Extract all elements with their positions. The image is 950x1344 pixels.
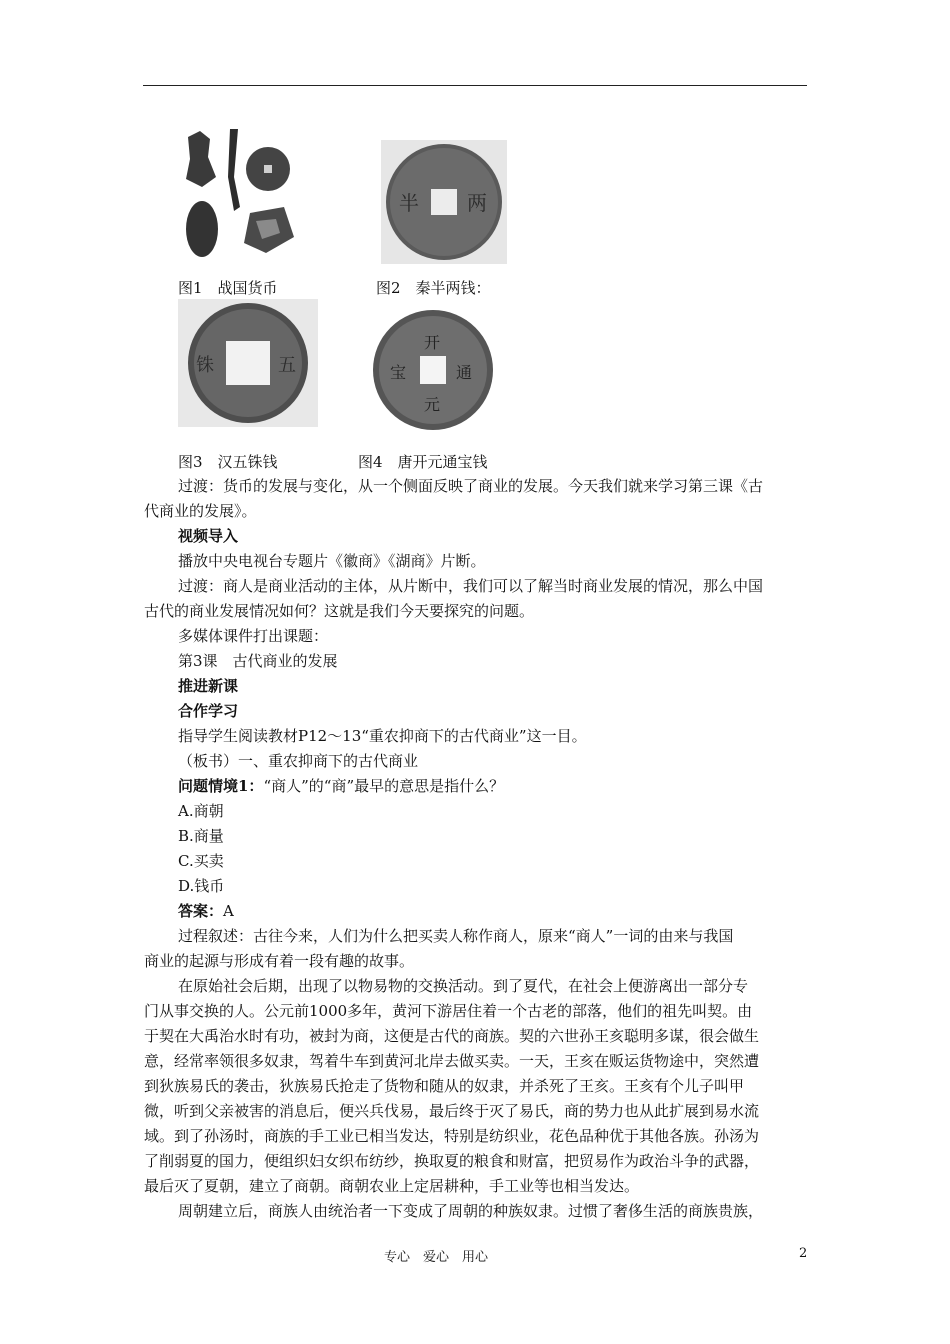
option-c: C.买卖 — [178, 852, 224, 870]
svg-text:铢: 铢 — [196, 355, 214, 376]
question-line — [178, 774, 504, 799]
section-heading-cooperative: 合作学习 — [178, 702, 239, 720]
multimedia-text: 多媒体课件打出课题： — [178, 627, 329, 645]
page-number: 2 — [799, 1246, 808, 1261]
transition-text-1-cont: 代商业的发展》。 — [144, 502, 257, 520]
header-rule — [143, 85, 807, 86]
question-text: “商人”的“商”最早的意思是指什么？ — [263, 777, 505, 795]
narrative-p2-line6: 微，听到父亲被害的消息后，便兴兵伐易，最后终于灭了易氏，商的势力也从此扩展到易水流 — [144, 1102, 760, 1120]
figure-1-caption: 图1 战国货币 — [178, 279, 278, 297]
transition-text-2-cont: 古代的商业发展情况如何？这就是我们今天要探究的问题。 — [144, 602, 535, 620]
svg-text:两: 两 — [467, 191, 487, 215]
svg-text:半: 半 — [399, 191, 419, 215]
figure-1-warring-states-coins — [172, 125, 300, 265]
narrative-p1-line2: 商业的起源与形成有着一段有趣的故事。 — [144, 952, 415, 970]
narrative-p2-line4: 意，经常率领很多奴隶，驾着牛车到黄河北岸去做买卖。一天，王亥在贩运货物途中，突然遭 — [144, 1052, 760, 1070]
section-heading-video: 视频导入 — [178, 527, 239, 545]
answer-value: A — [223, 902, 234, 920]
narrative-p2-line1: 在原始社会后期，出现了以物易物的交换活动。到了夏代，在社会上便游离出一部分专 — [178, 977, 749, 995]
option-d: D.钱币 — [178, 877, 225, 895]
answer-label: 答案： — [178, 902, 224, 920]
footer-motto: 专心 爱心 用心 — [384, 1250, 489, 1265]
svg-text:宝: 宝 — [390, 363, 407, 382]
narrative-p2-line3: 于契在大禹治水时有功，被封为商，这便是古代的商族。契的六世孙王亥聪明多谋，很会做生 — [144, 1027, 760, 1045]
figure-3-han-wuzhu-coin — [178, 299, 318, 427]
board-text: （板书）一、重农抑商下的古代商业 — [178, 752, 419, 770]
narrative-p1-line1: 过程叙述：古往今来，人们为什么把买卖人称作商人，原来“商人”一词的由来与我国 — [178, 927, 734, 945]
section-heading-new-lesson: 推进新课 — [178, 677, 239, 695]
question-label: 问题情境1： — [178, 777, 264, 795]
svg-text:开: 开 — [424, 333, 441, 352]
figure-2-qin-banliang-coin — [381, 140, 507, 264]
video-text: 播放中央电视台专题片《徽商》《湖商》片断。 — [178, 552, 486, 570]
svg-text:五: 五 — [278, 355, 296, 376]
transition-text-2: 过渡：商人是商业活动的主体，从片断中，我们可以了解当时商业发展的情况，那么中国 — [178, 577, 764, 595]
svg-text:元: 元 — [424, 395, 441, 414]
figure-4-caption: 图4 唐开元通宝钱 — [358, 453, 488, 471]
narrative-p3-line1: 周朝建立后，商族人由统治者一下变成了周朝的种族奴隶。过惯了奢侈生活的商族贵族， — [178, 1202, 764, 1220]
narrative-p2-line2: 门从事交换的人。公元前1000多年，黄河下游居住着一个古老的部落，他们的祖先叫契。由 — [144, 1002, 753, 1020]
figure-2-caption: 图2 秦半两钱： — [376, 279, 491, 297]
transition-text-1: 过渡：货币的发展与变化，从一个侧面反映了商业的发展。今天我们就来学习第三课《古 — [178, 477, 764, 495]
lesson-title: 第3课 古代商业的发展 — [178, 652, 338, 670]
option-a: A.商朝 — [178, 802, 224, 820]
figure-3-caption: 图3 汉五铢钱 — [178, 453, 278, 471]
option-b: B.商量 — [178, 827, 224, 845]
reading-guide-text: 指导学生阅读教材P12～13“重农抑商下的古代商业”这一目。 — [178, 727, 587, 745]
svg-text:通: 通 — [456, 363, 473, 382]
narrative-p2-line5: 到狄族易氏的袭击，狄族易氏抢走了货物和随从的奴隶，并杀死了王亥。王亥有个儿子叫甲 — [144, 1077, 745, 1095]
answer-line — [178, 899, 234, 924]
narrative-p2-line9: 最后灭了夏朝，建立了商朝。商朝农业上定居耕种，手工业等也相当发达。 — [144, 1177, 640, 1195]
narrative-p2-line7: 域。到了孙汤时，商族的手工业已相当发达，特别是纺织业，花色品种优于其他各族。孙汤为 — [144, 1127, 760, 1145]
figure-4-tang-kaiyuan-coin — [370, 308, 496, 432]
narrative-p2-line8: 了削弱夏的国力，便组织妇女织布纺纱，换取夏的粮食和财富，把贸易作为政治斗争的武器， — [144, 1152, 760, 1170]
